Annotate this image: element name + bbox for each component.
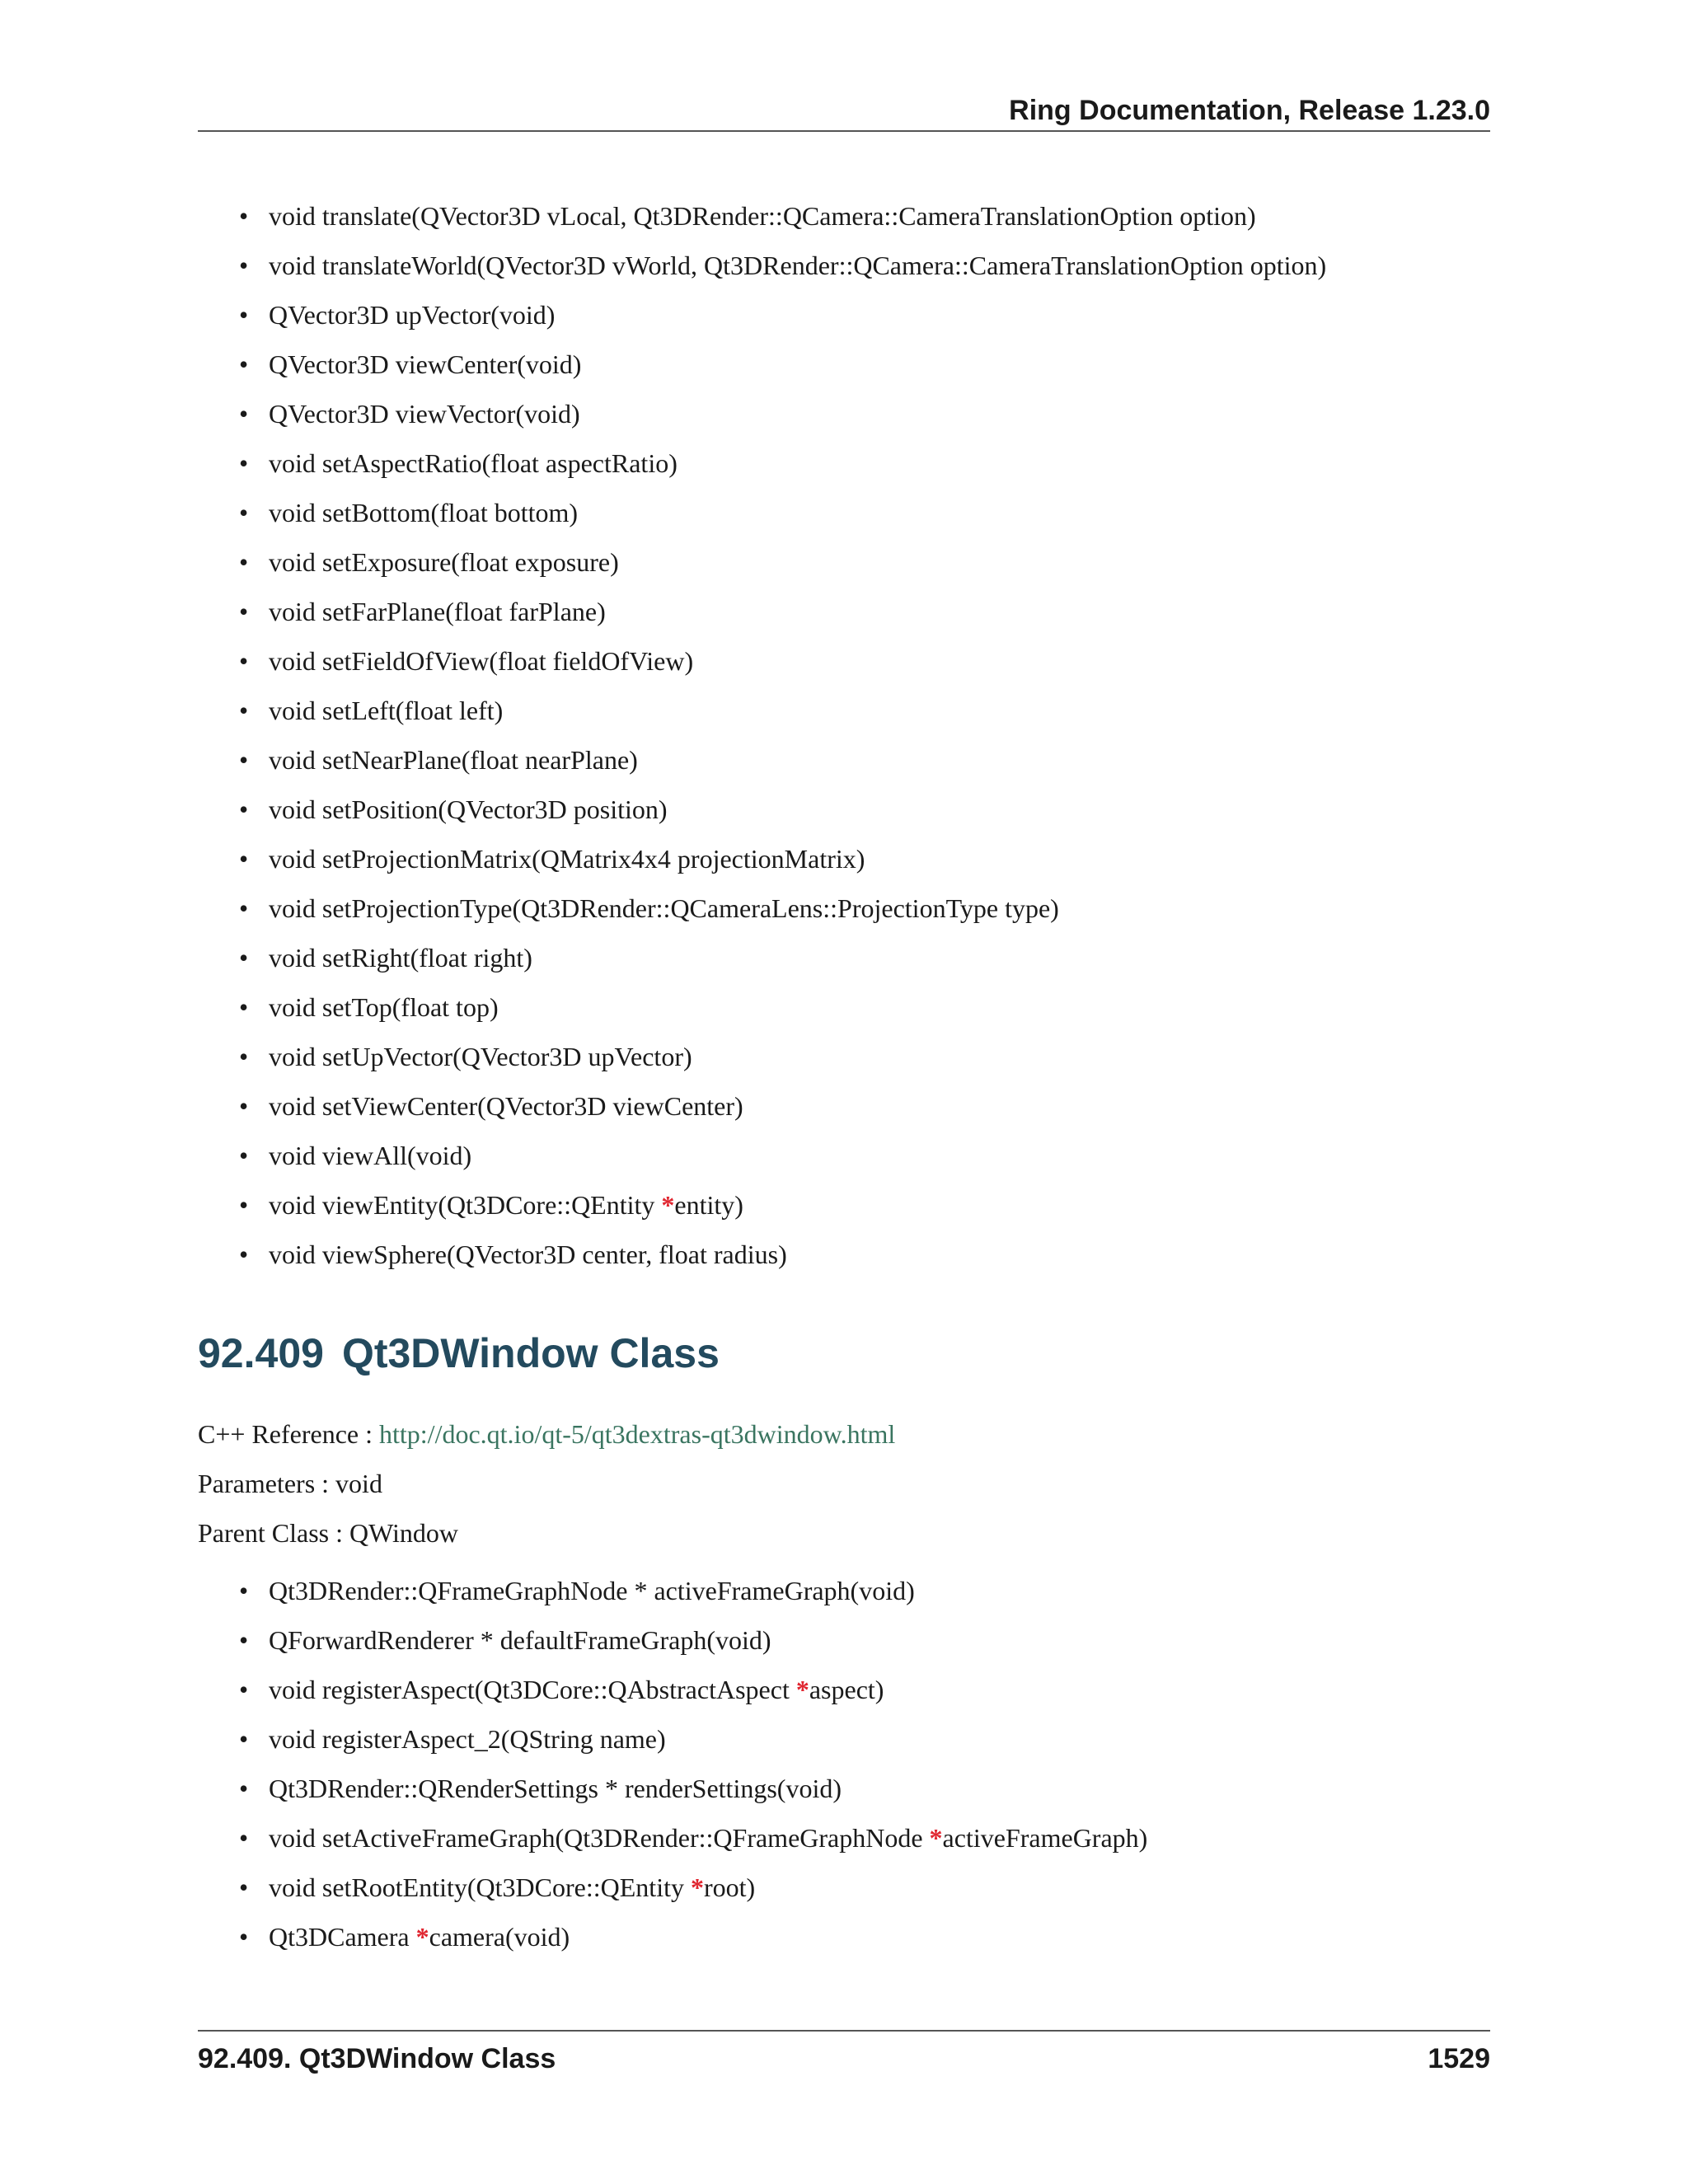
bullet-icon: •: [239, 251, 249, 280]
bullet-icon: •: [239, 943, 249, 972]
method-signature: void setProjectionMatrix(QMatrix4x4 projectionMatrix): [269, 844, 865, 874]
cpp-reference-line: [198, 1418, 895, 1451]
page-header: [198, 91, 1490, 132]
list-item: [239, 199, 1326, 232]
list-item: [239, 1722, 1147, 1755]
list-item: [239, 595, 1326, 628]
bullet-icon: •: [239, 1190, 249, 1220]
bullet-icon: •: [239, 547, 249, 577]
method-signature: QVector3D viewVector(void): [269, 399, 580, 429]
method-signature-end: aspect): [809, 1675, 884, 1704]
cpp-reference-link[interactable]: http://doc.qt.io/qt-5/qt3dextras-qt3dwindow.html: [379, 1419, 896, 1449]
list-item: [239, 1871, 1147, 1904]
list-item: [239, 1238, 1326, 1271]
bullet-icon: •: [239, 1922, 249, 1952]
page-footer: [198, 2030, 1490, 2073]
parent-class-value: QWindow: [349, 1518, 459, 1548]
method-signature-end: activeFrameGraph): [942, 1823, 1148, 1853]
bullet-icon: •: [239, 498, 249, 527]
page-number: 1529: [1428, 2043, 1490, 2074]
method-signature: void registerAspect_2(QString name): [269, 1724, 666, 1754]
list-item: [239, 1139, 1326, 1172]
footer-section: 92.409. Qt3DWindow Class: [198, 2043, 556, 2074]
pointer-asterisk: *: [690, 1872, 704, 1902]
bullet-icon: •: [239, 1141, 249, 1170]
parameters-line: [198, 1467, 382, 1500]
method-signature: void viewSphere(QVector3D center, float radius): [269, 1240, 787, 1269]
list-item: [239, 1673, 1147, 1706]
bullet-icon: •: [239, 300, 249, 330]
bullet-icon: •: [239, 646, 249, 676]
bullet-icon: •: [239, 844, 249, 874]
list-item: [239, 694, 1326, 727]
bullet-icon: •: [239, 349, 249, 379]
parent-class-label: Parent Class :: [198, 1518, 343, 1548]
method-signature: Qt3DRender::QFrameGraphNode * activeFrameGraph(void): [269, 1576, 915, 1605]
parent-class-line: [198, 1516, 458, 1549]
method-signature-end: root): [703, 1872, 756, 1902]
bullet-icon: •: [239, 794, 249, 824]
pointer-asterisk: *: [661, 1190, 675, 1220]
list-item: [239, 1574, 1147, 1607]
method-signature: void setProjectionType(Qt3DRender::QCameraLens::ProjectionType type): [269, 893, 1059, 923]
list-item: [239, 941, 1326, 974]
bullet-icon: •: [239, 1576, 249, 1605]
method-signature: void translateWorld(QVector3D vWorld, Qt3DRender::QCamera::CameraTranslationOption option): [269, 251, 1327, 280]
method-signature: void translate(QVector3D vLocal, Qt3DRender::QCamera::CameraTranslationOption option): [269, 201, 1256, 231]
method-signature: Qt3DRender::QRenderSettings * renderSettings(void): [269, 1774, 842, 1803]
section-title-text: Qt3DWindow Class: [341, 1330, 720, 1376]
section-number: 92.409: [198, 1330, 324, 1376]
bullet-icon: •: [239, 597, 249, 626]
bullet-icon: •: [239, 201, 249, 231]
list-item: [239, 1188, 1326, 1221]
method-signature: void setFarPlane(float farPlane): [269, 597, 606, 626]
list-item: [239, 1090, 1326, 1122]
pointer-asterisk: *: [795, 1675, 809, 1704]
bullet-icon: •: [239, 1091, 249, 1121]
list-item: [239, 1821, 1147, 1854]
method-signature-start: Qt3DCamera: [269, 1922, 416, 1952]
list-item: [239, 1920, 1147, 1953]
method-signature: QVector3D upVector(void): [269, 300, 556, 330]
method-signature-end: entity): [674, 1190, 743, 1220]
method-signature: void setViewCenter(QVector3D viewCenter): [269, 1091, 743, 1121]
method-signature-start: void setRootEntity(Qt3DCore::QEntity: [269, 1872, 691, 1902]
bullet-icon: •: [239, 448, 249, 478]
method-signature-start: void registerAspect(Qt3DCore::QAbstractAspect: [269, 1675, 796, 1704]
list-item: [239, 447, 1326, 480]
method-signature: void setFieldOfView(float fieldOfView): [269, 646, 694, 676]
list-item: [239, 743, 1326, 776]
bullet-icon: •: [239, 1872, 249, 1902]
list-item: [239, 644, 1326, 677]
list-item: [239, 1772, 1147, 1805]
section-heading: [198, 1327, 720, 1380]
pointer-asterisk: *: [929, 1823, 943, 1853]
bullet-icon: •: [239, 1823, 249, 1853]
bullet-icon: •: [239, 696, 249, 725]
list-item: [239, 842, 1326, 875]
method-signature-start: void viewEntity(Qt3DCore::QEntity: [269, 1190, 662, 1220]
method-signature: void setBottom(float bottom): [269, 498, 579, 527]
parameters-label: Parameters :: [198, 1469, 330, 1498]
list-item: [239, 1040, 1326, 1073]
method-signature: QVector3D viewCenter(void): [269, 349, 582, 379]
list-item: [239, 249, 1326, 282]
pointer-asterisk: *: [415, 1922, 429, 1952]
list-item: [239, 991, 1326, 1024]
parameters-value: void: [335, 1469, 382, 1498]
method-signature: void setPosition(QVector3D position): [269, 794, 668, 824]
list-item: [239, 348, 1326, 381]
document-title: Ring Documentation, Release 1.23.0: [1009, 95, 1490, 126]
bullet-icon: •: [239, 992, 249, 1022]
method-signature: void setLeft(float left): [269, 696, 504, 725]
method-signature-end: camera(void): [429, 1922, 570, 1952]
bullet-icon: •: [239, 1675, 249, 1704]
list-item: [239, 397, 1326, 430]
bullet-icon: •: [239, 893, 249, 923]
method-signature: void setUpVector(QVector3D upVector): [269, 1042, 692, 1071]
method-signature: void setRight(float right): [269, 943, 532, 972]
method-signature: void viewAll(void): [269, 1141, 472, 1170]
method-signature: void setAspectRatio(float aspectRatio): [269, 448, 678, 478]
method-signature: void setExposure(float exposure): [269, 547, 619, 577]
method-signature: QForwardRenderer * defaultFrameGraph(void): [269, 1625, 771, 1655]
cpp-reference-label: C++ Reference :: [198, 1419, 373, 1449]
method-list-camera: [239, 199, 1326, 1287]
bullet-icon: •: [239, 1724, 249, 1754]
bullet-icon: •: [239, 1625, 249, 1655]
list-item: [239, 298, 1326, 331]
list-item: [239, 892, 1326, 925]
method-signature-start: void setActiveFrameGraph(Qt3DRender::QFrameGraphNode: [269, 1823, 930, 1853]
bullet-icon: •: [239, 1042, 249, 1071]
list-item: [239, 546, 1326, 579]
bullet-icon: •: [239, 1774, 249, 1803]
bullet-icon: •: [239, 745, 249, 775]
list-item: [239, 496, 1326, 529]
bullet-icon: •: [239, 399, 249, 429]
method-list-window: [239, 1574, 1147, 1970]
bullet-icon: •: [239, 1240, 249, 1269]
list-item: [239, 1624, 1147, 1657]
method-signature: void setNearPlane(float nearPlane): [269, 745, 638, 775]
method-signature: void setTop(float top): [269, 992, 499, 1022]
list-item: [239, 793, 1326, 826]
